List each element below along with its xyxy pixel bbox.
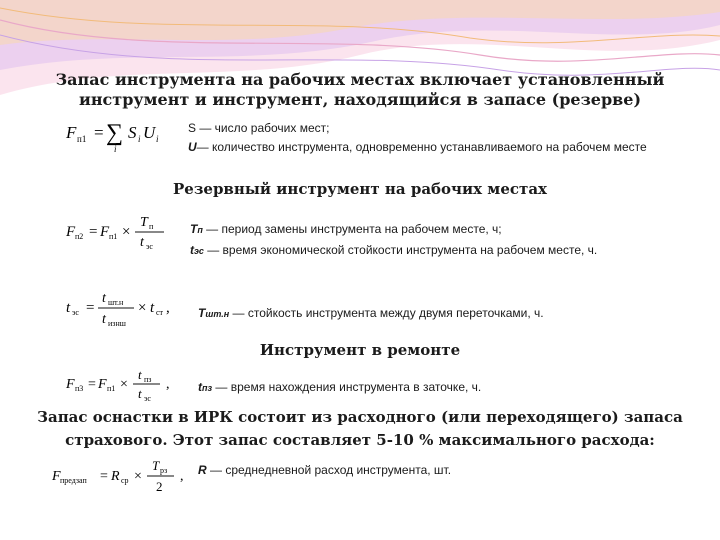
formula-glyph: ,	[180, 469, 184, 484]
definition-symbol: U	[188, 140, 197, 154]
formula-glyph: F	[66, 377, 75, 392]
formula-f-p2	[62, 206, 172, 256]
formula-glyph: t	[102, 291, 106, 306]
definition-subscript: пз	[202, 383, 213, 393]
formula-glyph: ,	[166, 377, 170, 392]
section-heading-tools-at-workplaces	[0, 70, 720, 110]
definition-symbol: t	[190, 243, 194, 257]
formula-symbol: F	[66, 123, 77, 142]
definition-symbol: S	[188, 121, 197, 135]
definition-text: — среднедневной расход инструмента, шт.	[206, 463, 452, 477]
formula-glyph: эс	[72, 308, 79, 317]
formula-glyph: =	[89, 224, 98, 240]
definition-subscript: п	[197, 225, 203, 235]
formula-glyph: t	[150, 300, 155, 316]
formula-glyph: R	[111, 469, 120, 484]
formula-glyph: рз	[160, 466, 168, 475]
definition-symbol: T	[198, 306, 206, 320]
formula-glyph: ×	[134, 469, 142, 484]
formula-glyph: эс	[146, 242, 153, 251]
formula-glyph: =	[88, 377, 96, 392]
formula-glyph: эс	[144, 394, 151, 403]
formula-glyph: 2	[156, 479, 163, 494]
formula-glyph: t	[140, 235, 144, 250]
formula-glyph: изнш	[108, 319, 126, 328]
definition-s	[188, 120, 698, 136]
formula-glyph: T	[152, 458, 160, 473]
formula-glyph: п1	[107, 384, 116, 393]
formula-glyph: предзап	[60, 476, 87, 485]
definition-symbol: R	[198, 463, 207, 477]
heading-line: Запас инструмента на рабочих местах включает установленный	[55, 70, 665, 89]
formula-glyph: t	[138, 367, 142, 382]
formula-glyph: п2	[75, 232, 84, 241]
formula-operator: =	[94, 123, 104, 142]
formula-subscript: п1	[77, 134, 87, 144]
formula-subscript: i	[138, 134, 141, 144]
formula-subscript: i	[114, 144, 117, 154]
formula-f-p3	[62, 362, 182, 406]
formula-glyph: ×	[122, 224, 131, 240]
definition-text: — время нахождения инструмента в заточке, ч.	[212, 380, 482, 394]
definition-tst	[198, 305, 708, 322]
definition-subscript: шт.н	[205, 309, 230, 319]
formula-glyph: ср	[121, 476, 129, 485]
formula-f-p1	[62, 112, 172, 156]
formula-glyph: шт.н	[108, 298, 124, 307]
sum-sign-icon: ∑	[106, 120, 124, 146]
heading-line: инструмент и инструмент, находящийся в запасе (резерве)	[78, 90, 642, 109]
definition-tp	[190, 221, 700, 238]
definition-text: — период замены инструмента на рабочем месте, ч;	[202, 222, 502, 236]
heading-line: Запас оснастки в ИРК состоит из расходного (или переходящего) запаса	[37, 408, 683, 426]
definition-text: — стойкость инструмента между двумя переточками, ч.	[229, 306, 544, 320]
definition-text: — количество инструмента, одновременно устанавливаемого на рабочем месте	[196, 140, 647, 154]
formula-glyph: ст	[156, 308, 164, 317]
formula-glyph: ,	[166, 300, 170, 316]
formula-t-es	[62, 282, 182, 332]
definition-u	[188, 139, 698, 155]
formula-glyph: t	[102, 312, 106, 327]
section-heading-equipment-stock	[0, 406, 720, 452]
formula-glyph: ×	[138, 300, 147, 316]
formula-glyph: F	[98, 377, 107, 392]
formula-symbol: U	[143, 123, 156, 142]
formula-glyph: =	[86, 300, 95, 316]
formula-glyph: t	[66, 300, 71, 316]
formula-subscript: i	[156, 134, 159, 144]
definition-text: — число рабочих мест;	[196, 121, 330, 135]
formula-glyph: F	[52, 469, 61, 484]
formula-glyph: t	[138, 386, 142, 401]
section-heading-tools-in-repair: Инструмент в ремонте	[259, 341, 461, 359]
definition-tes	[190, 242, 710, 259]
section-heading-reserve-tools: Резервный инструмент на рабочих местах	[173, 180, 547, 198]
formula-glyph: F	[66, 224, 76, 240]
definition-tpz	[198, 379, 708, 396]
formula-glyph: F	[100, 224, 110, 240]
formula-glyph: п	[149, 222, 154, 231]
formula-glyph: T	[140, 215, 148, 230]
formula-glyph: п3	[75, 384, 84, 393]
formula-glyph: =	[100, 469, 108, 484]
formula-symbol: S	[128, 123, 137, 142]
definition-symbol: t	[198, 380, 202, 394]
definition-subscript: эс	[194, 246, 204, 256]
definition-r	[198, 462, 708, 478]
formula-glyph: ×	[120, 377, 128, 392]
definition-text: — время экономической стойкости инструмента на рабочем месте, ч.	[203, 243, 598, 257]
formula-glyph: п1	[109, 232, 118, 241]
definition-symbol: T	[190, 222, 198, 236]
formula-f-predzap	[48, 450, 198, 500]
formula-glyph: пз	[144, 375, 152, 384]
heading-line: страхового. Этот запас составляет 5-10 % максимального расхода:	[65, 431, 655, 449]
